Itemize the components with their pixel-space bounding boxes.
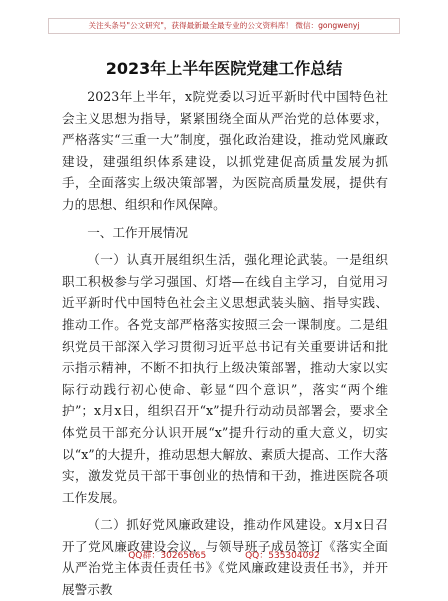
body-paragraph-1: （一）认真开展组织生活，强化理论武装。一是组织职工积极参与学习强国、灯塔—在线自主学习，自觉用习近平新时代中国特色社会主义思想武装头脑、指导实践、推动工作。各党支部严格落实按照三会一课制度。二是组织党员干部深入学习贯彻习近平总书记有关重要讲话和批示指示精神，不断不扣执行上级决策部署，推动大家以实际行动践行初心使命、彰显“四个意识”，落实“两个维护”；x月x日，组织召开“x”提升行动动员部署会，要求全体党员干部充分认识开展“x”提升行动的重大意义，切实以“x”的大提升，推动思想大解放、素质大提高、工作大落实，激发党员干部干事创业的热情和干劲，推进医院各项工作发展。 xyxy=(62,252,388,505)
qq-group-label: QQ群：30265665 xyxy=(128,551,207,561)
qq-label: QQ：535304092 xyxy=(245,551,320,561)
document-title: 2023年上半年医院党建工作总结 xyxy=(105,59,343,78)
body-paragraph-2: （二）抓好党风廉政建设，推动作风建设。x月x日召开了党风廉政建设会议，与领导班子成员签订《落实全面从严治党主体责任责任书》《党风廉政建设责任书》，并开展警示教 xyxy=(62,517,388,598)
contact-footer xyxy=(0,548,448,561)
section-heading: 一、工作开展情况 xyxy=(87,224,188,240)
document-body xyxy=(62,86,388,601)
promo-banner: 关注头条号"公文研究"，获得最新最全最专业的公文资料库！ 微信：gongwenyj xyxy=(48,18,400,34)
intro-paragraph: 2023年上半年，x院党委以习近平新时代中国特色社会主义思想为指导，紧紧围绕全面从严治党的总体要求，严格落实“三重一大”制度，强化政治建设，推动党风廉政建设，建强组织体系建设，以抓党建促高质量发展为抓手，全面落实上级决策部署，为医院高质量发展，提供有力的思想、组织和作风保障。 xyxy=(62,89,388,212)
